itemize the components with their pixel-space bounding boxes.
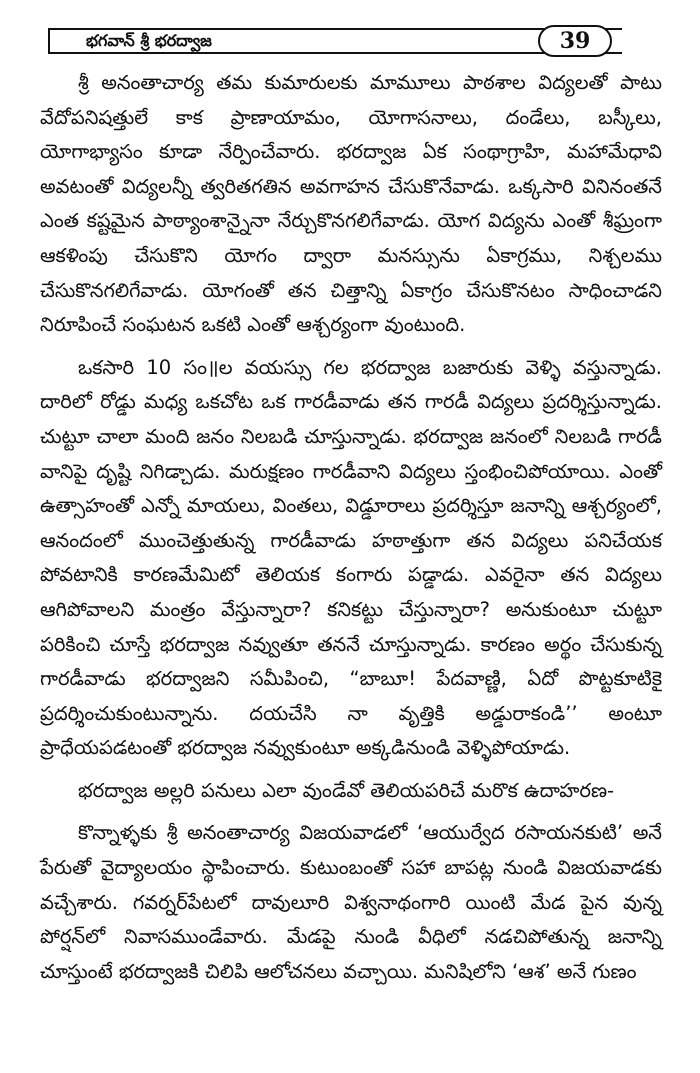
paragraph-2: ఒకసారి 10 సం॥ల వయస్సు గల భరద్వాజ బజారుకు వెళ్ళి వస్తున్నాడు. దారిలో రోడ్డు మధ్య ఒకచోట ఒక గారడీవాడు తన గారడీ విద్యలు ప్రదర్శిస్తున్నాడు. చుట్టూ చాలా మంది జనం నిలబడి చూస్తున్నాడు. భరద్వాజ జనంలో నిలబడి గారడీ వానిపై దృష్టి నిగిడ్చాడు. మరుక్షణం గారడీవాని విద్యలు స్తంభించిపోయాయి. ఎంతో ఉత్సాహంతో ఎన్నో మాయలు, వింతలు, విడ్డూరాలు ప్రదర్శిస్తూ జనాన్ని ఆశ్చర్యంలో, ఆనందంలో ముంచెత్తుతున్న గారడీవాడు హఠాత్తుగా తన విద్యలు పనిచేయక పోవటానికి కారణమేమిటో తెలియక కంగారు పడ్డాడు. ఎవరైనా తన విద్యలు ఆగిపోవాలని మంత్రం వేస్తున్నారా? కనికట్టు చేస్తున్నారా? అనుకుంటూ చుట్టూ పరికించి చూస్తే భరద్వాజ నవ్వుతూ తననే చూస్తున్నాడు. కారణం అర్థం చేసుకున్న గారడీవాడు భరద్వాజని సమీపించి, “బాబూ! పేదవాణ్ణి, ఏదో పొట్టకూటికై ప్రదర్శించుకుంటున్నాను. దయచేసి నా వృత్తికి అడ్డురాకండి’’ అంటూ ప్రాధేయపడటంతో భరద్వాజ నవ్వుకుంటూ అక్కడినుండి వెళ్ళిపోయాడు. <box>40 355 662 760</box>
running-header <box>48 28 622 54</box>
page-number: 39 <box>538 25 612 57</box>
header-top-rule <box>48 28 622 30</box>
paragraph-3: భరద్వాజ అల్లరి పనులు ఎలా వుండేవో తెలియపరిచే మరొక ఉదాహరణ- <box>78 778 615 802</box>
header-left-rule <box>48 28 50 54</box>
header-title: భగవాన్ శ్రీ భరద్వాజ <box>86 31 212 50</box>
paragraph-4: కొన్నాళ్ళకు శ్రీ అనంతాచార్య విజయవాడలో ‘ఆయుర్వేద రసాయనకుటి’ అనే పేరుతో వైద్యాలయం స్థాపించారు. కుటుంబంతో సహా బాపట్ల నుండి విజయవాడకు వచ్చేశారు. గవర్నర్‌పేటలో దావులూరి విశ్వనాథంగారి యింటి మేడ పైన వున్న పోర్షన్‌లో నివాసముండేవారు. మేడపై నుండి వీధిలో నడచిపోతున్న జనాన్ని చూస్తుంటే భరద్వాజకి చిలిపి ఆలోచనలు వచ్చాయి. మనిషిలోని ‘ఆశ’ అనే గుణం <box>40 821 662 983</box>
paragraph-1: శ్రీ అనంతాచార్య తమ కుమారులకు మామూలు పాఠశాల విద్యలతో పాటు వేదోపనిషత్తులే కాక ప్రాణాయామం, యోగాసనాలు, దండేలు, బస్కీలు, యోగాభ్యాసం కూడా నేర్పించేవారు. భరద్వాజ ఏక సంథాగ్రాహి, మహామేధావి అవటంతో విద్యలన్నీ త్వరితగతిన అవగాహన చేసుకొనేవాడు. ఒక్కసారి వినినంతనే ఎంత కష్టమైన పాఠ్యాంశాన్నైనా నేర్చుకొనగలిగేవాడు. యోగ విద్యను ఎంతో శీఘ్రంగా ఆకళింపు చేసుకొని యోగం ద్వారా మనస్సును ఏకాగ్రము, నిశ్చలము చేసుకొనగలిగేవాడు. యోగంతో తన చిత్తాన్ని ఏకాగ్రం చేసుకొనటం సాధించాడని నిరూపించే సంఘటన ఒకటి ఎంతో ఆశ్చర్యంగా వుంటుంది. <box>40 71 662 337</box>
page-body <box>40 66 662 997</box>
header-bottom-rule <box>48 52 622 54</box>
